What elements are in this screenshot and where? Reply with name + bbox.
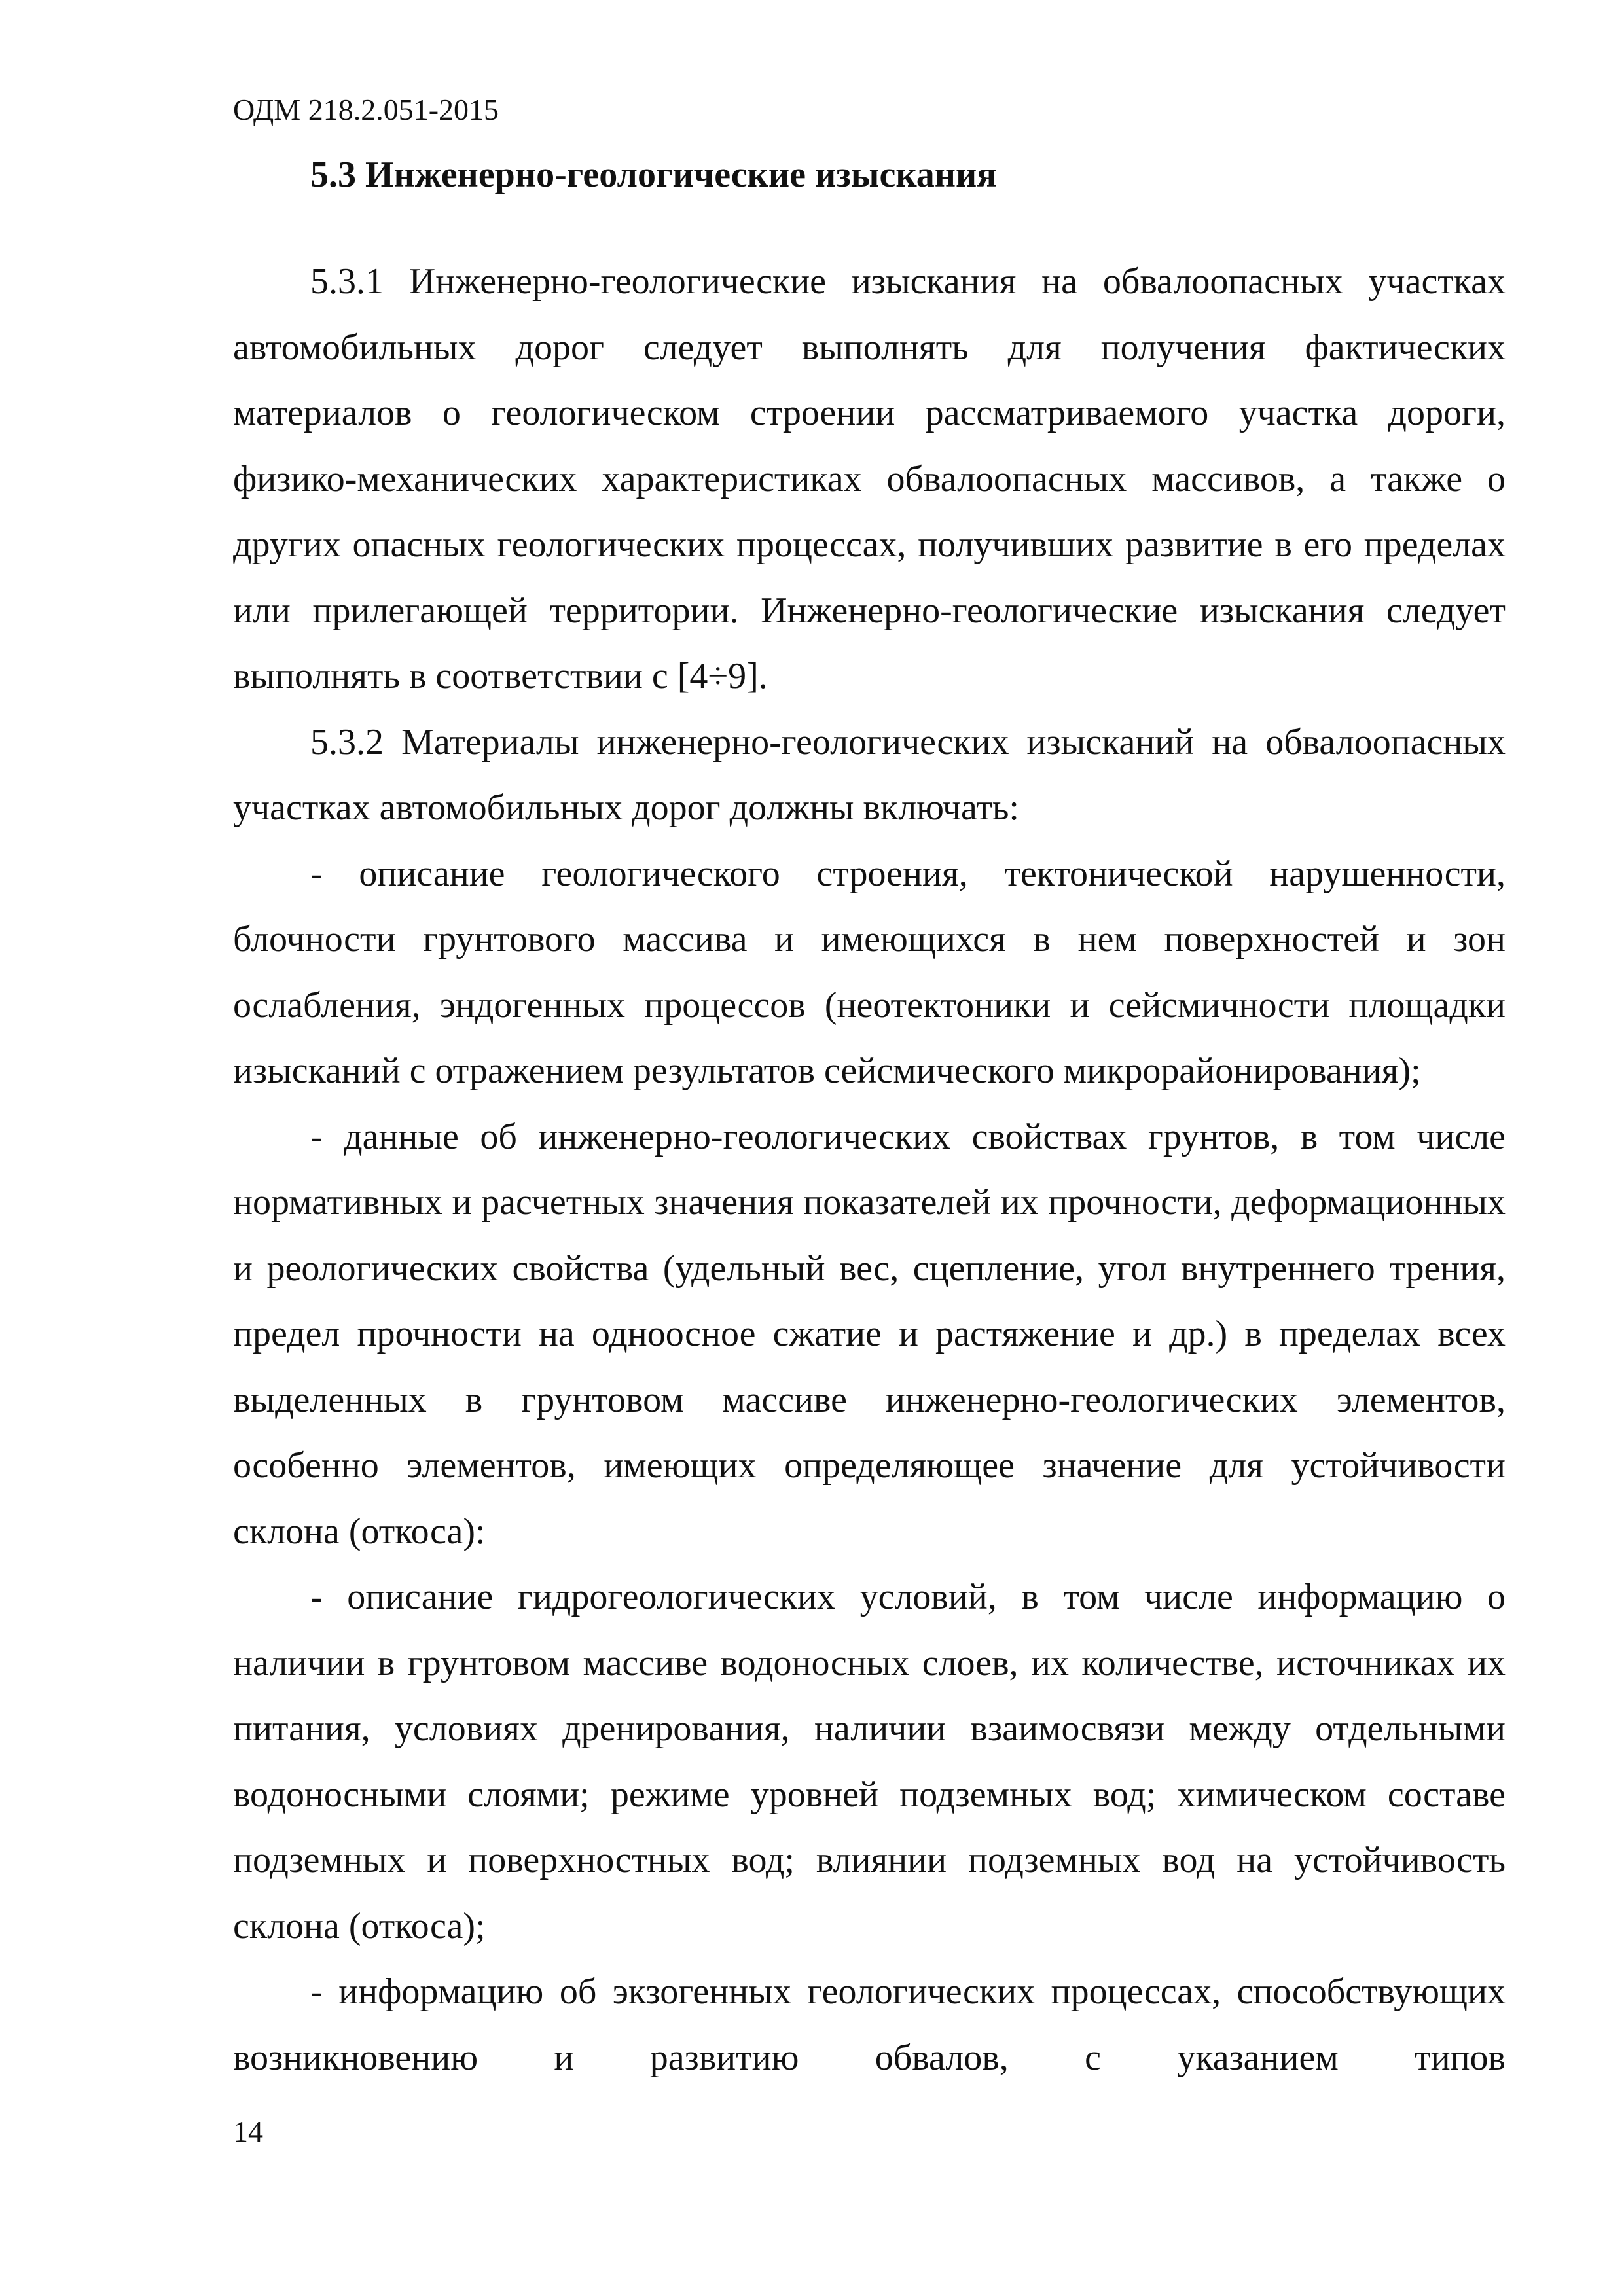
list-item-hydrogeology: - описание гидрогеологических условий, в том числе информацию о наличии в грунтовом массиве водоносных слоев, их количестве, источниках их питания, условиях дренирования, наличии взаимосвязи между отдельными водоносными слоями; режиме уровней подземных вод; химическом составе подземных и поверхностных вод; влиянии подземных вод на устойчивость склона (откоса); [233,1577,1506,1946]
page-number: 14 [233,2115,263,2148]
paragraph-5-3-2: 5.3.2 Материалы инженерно-геологических изысканий на обвалоопасных участках автомобильных дорог должны включать: [233,721,1506,828]
list-item-exogenous-processes: - информацию об экзогенных геологических процессах, способствующих возникновению и развитию обвалов, с указанием типов [233,1971,1506,2078]
body-text [233,249,1506,2090]
document-code-header: ОДМ 218.2.051-2015 [233,93,499,126]
list-item-geological-structure: - описание геологического строения, тектонической нарушенности, блочности грунтового массива и имеющихся в нем поверхностей и зон ослабления, эндогенных процессов (неотектоники и сейсмичности площадки изысканий с отражением результатов сейсмического микрорайонирования); [233,853,1506,1091]
paragraph-5-3-1: 5.3.1 Инженерно-геологические изыскания на обвалоопасных участках автомобильных дорог следует выполнять для получения фактических материалов о геологическом строении рассматриваемого участка дороги, физико-механических характеристиках обвалоопасных массивов, а также о других опасных геологических процессах, получивших развитие в его пределах или прилегающей территории. Инженерно-геологические изыскания следует выполнять в соответствии с [4÷9]. [233,261,1506,696]
section-title: 5.3 Инженерно-геологические изыскания [310,154,997,195]
list-item-soil-properties: - данные об инженерно-геологических свойствах грунтов, в том числе нормативных и расчетных значения показателей их прочности, деформационных и реологических свойства (удельный вес, сцепление, угол внутреннего трения, предел прочности на одноосное сжатие и растяжение и др.) в пределах всех выделенных в грунтовом массиве инженерно-геологических элементов, особенно элементов, имеющих определяющее значение для устойчивости склона (откоса): [233,1116,1506,1552]
